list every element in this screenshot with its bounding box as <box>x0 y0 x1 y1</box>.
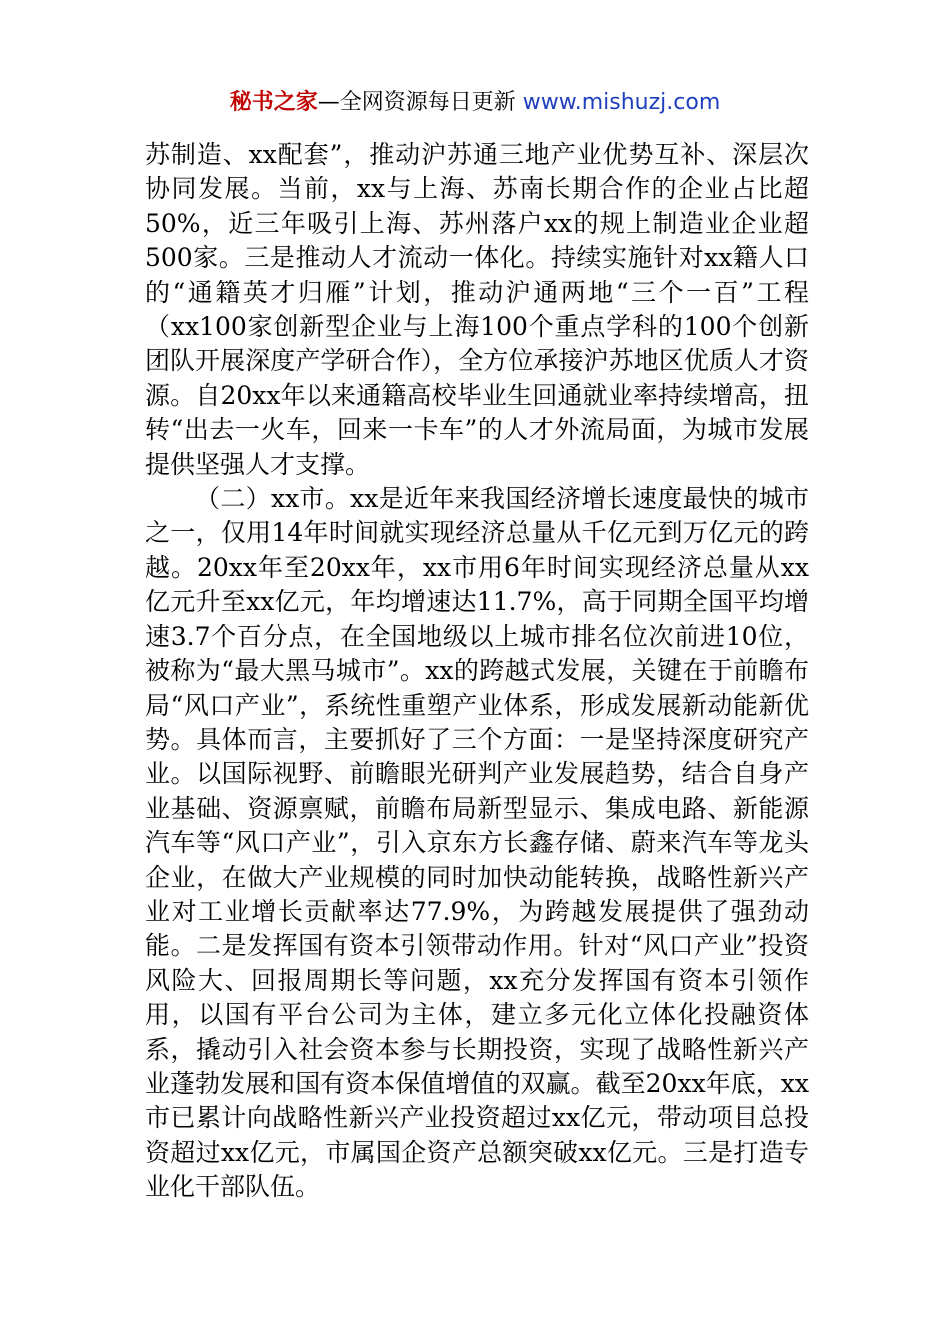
paragraph-section-2: （二）xx市。xx是近年来我国经济增长速度最快的城市之一，仅用14年时间就实现经济总量从千亿元到万亿元的跨越。20xx年至20xx年，xx市用6年时间实现经济总量从xx亿元升至xx亿元，年均增速达11.7%，高于同期全国平均增速3.7个百分点，在全国地级以上城市排名位次前进10位，被称为“最大黑马城市”。xx的跨越式发展，关键在于前瞻布局“风口产业”，系统性重塑产业体系，形成发展新动能新优势。具体而言，主要抓好了三个方面：一是坚持深度研究产业。以国际视野、前瞻眼光研判产业发展趋势，结合自身产业基础、资源禀赋，前瞻布局新型显示、集成电路、新能源汽车等“风口产业”，引入京东方长鑫存储、蔚来汽车等龙头企业，在做大产业规模的同时加快动能转换，战略性新兴产业对工业增长贡献率达77.9%，为跨越发展提供了强劲动能。二是发挥国有资本引领带动作用。针对“风口产业”投资风险大、回报周期长等问题，xx充分发挥国有资本引领作用，以国有平台公司为主体，建立多元化立体化投融资体系，撬动引入社会资本参与长期投资，实现了战略性新兴产业蓬勃发展和国有资本保值增值的双赢。截至20xx年底，xx市已累计向战略性新兴产业投资超过xx亿元，带动项目总投资超过xx亿元，市属国企资产总额突破xx亿元。三是打造专业化干部队伍。 <box>145 484 809 1202</box>
site-header <box>0 86 950 120</box>
document-body <box>145 138 809 1205</box>
site-url-link[interactable]: www.mishuzj.com <box>522 90 721 115</box>
site-tagline: —全网资源每日更新 <box>317 90 523 115</box>
paragraph-continued: 苏制造、xx配套”，推动沪苏通三地产业优势互补、深层次协同发展。当前，xx与上海、苏南长期合作的企业占比超50%，近三年吸引上海、苏州落户xx的规上制造业企业超500家。三是推动人才流动一体化。持续实施针对xx籍人口的“通籍英才归雁”计划，推动沪通两地“三个一百”工程（xx100家创新型企业与上海100个重点学科的100个创新团队开展深度产学研合作），全方位承接沪苏地区优质人才资源。自20xx年以来通籍高校毕业生回通就业率持续增高，扭转“出去一火车，回来一卡车”的人才外流局面，为城市发展提供坚强人才支撑。 <box>145 140 809 479</box>
site-brand: 秘书之家 <box>229 90 318 115</box>
